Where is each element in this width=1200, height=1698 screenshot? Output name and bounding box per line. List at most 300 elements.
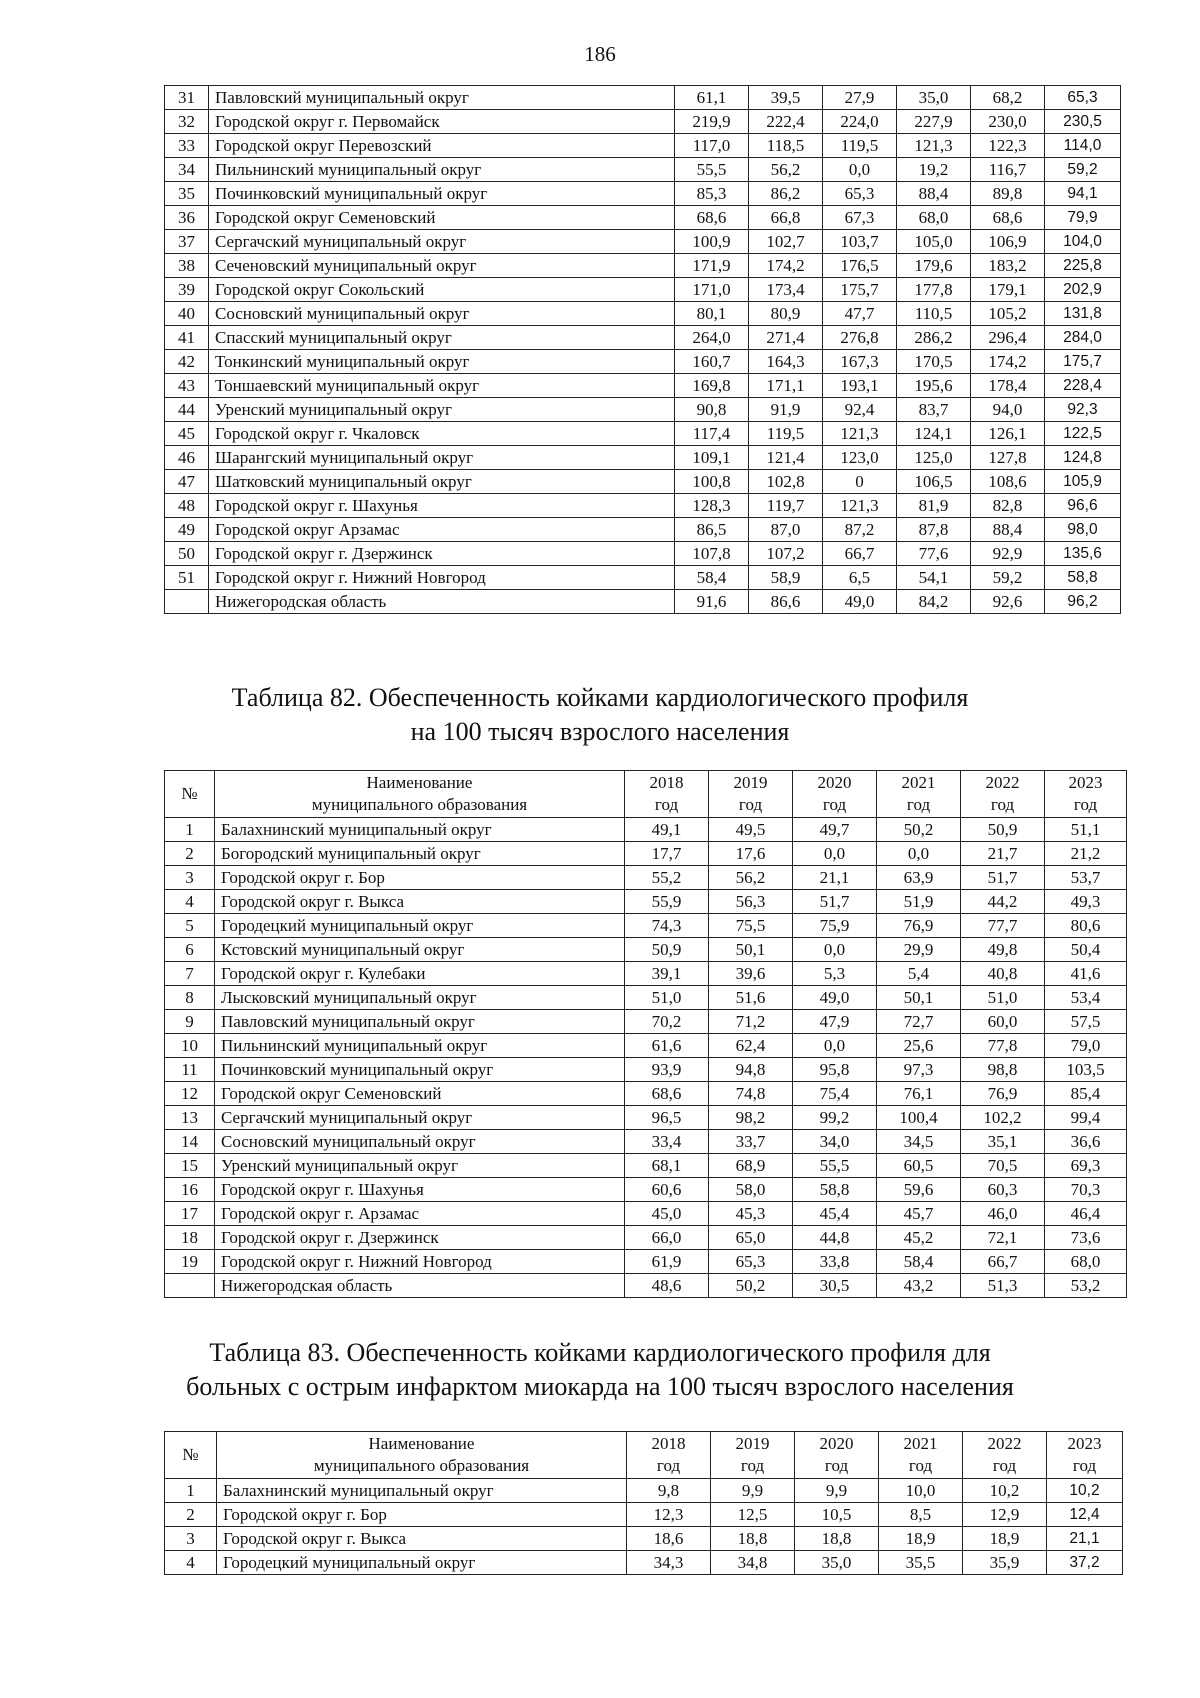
table-row: [165, 254, 1121, 278]
value-cell: 59,2: [1045, 158, 1121, 182]
table-row: [165, 1551, 1123, 1575]
value-cell: 85,4: [1045, 1082, 1127, 1106]
municipality-name: Городской округ г. Выкса: [215, 890, 625, 914]
table-row: [165, 326, 1121, 350]
value-cell: 72,1: [961, 1226, 1045, 1250]
value-cell: 0,0: [793, 842, 877, 866]
header-year-value: 2020: [819, 1434, 854, 1453]
value-cell: 227,9: [897, 110, 971, 134]
value-cell: 6,5: [823, 566, 897, 590]
value-cell: 8,5: [879, 1503, 963, 1527]
value-cell: 174,2: [971, 350, 1045, 374]
value-cell: 18,6: [627, 1527, 711, 1551]
municipality-name: Сергачский муниципальный округ: [215, 1106, 625, 1130]
value-cell: 286,2: [897, 326, 971, 350]
row-number: 17: [165, 1202, 215, 1226]
header-year-value: 2019: [735, 1434, 770, 1453]
value-cell: 99,4: [1045, 1106, 1127, 1130]
value-cell: 12,4: [1047, 1503, 1123, 1527]
value-cell: 170,5: [897, 350, 971, 374]
table-82-caption: [0, 681, 1200, 749]
value-cell: 60,3: [961, 1178, 1045, 1202]
value-cell: 47,7: [823, 302, 897, 326]
value-cell: 118,5: [749, 134, 823, 158]
value-cell: 195,6: [897, 374, 971, 398]
table-row: [165, 1527, 1123, 1551]
header-year-suffix: год: [656, 1456, 681, 1475]
municipality-name: Городской округ г. Нижний Новгород: [209, 566, 675, 590]
header-num: №: [165, 1432, 217, 1479]
row-number: 18: [165, 1226, 215, 1250]
header-year-value: 2021: [901, 773, 936, 792]
value-cell: 10,0: [879, 1479, 963, 1503]
value-cell: 60,6: [625, 1178, 709, 1202]
row-number: 42: [165, 350, 209, 374]
value-cell: 86,6: [749, 590, 823, 614]
municipality-name: Городецкий муниципальный округ: [215, 914, 625, 938]
table-82: [164, 770, 1127, 1298]
value-cell: 45,7: [877, 1202, 961, 1226]
value-cell: 45,4: [793, 1202, 877, 1226]
value-cell: 68,2: [971, 86, 1045, 110]
value-cell: 40,8: [961, 962, 1045, 986]
value-cell: 54,1: [897, 566, 971, 590]
value-cell: 55,9: [625, 890, 709, 914]
value-cell: 29,9: [877, 938, 961, 962]
value-cell: 27,9: [823, 86, 897, 110]
value-cell: 183,2: [971, 254, 1045, 278]
municipality-name: Сосновский муниципальный округ: [209, 302, 675, 326]
row-number: 15: [165, 1154, 215, 1178]
value-cell: 51,1: [1045, 818, 1127, 842]
row-number: 50: [165, 542, 209, 566]
value-cell: 219,9: [675, 110, 749, 134]
row-number: 48: [165, 494, 209, 518]
value-cell: 39,5: [749, 86, 823, 110]
municipality-name: Спасский муниципальный округ: [209, 326, 675, 350]
header-name-line2: муниципального образования: [313, 1456, 530, 1475]
table-83-header-row: [165, 1432, 1123, 1479]
value-cell: 33,7: [709, 1130, 793, 1154]
value-cell: 21,1: [1047, 1527, 1123, 1551]
value-cell: 49,1: [625, 818, 709, 842]
value-cell: 80,6: [1045, 914, 1127, 938]
value-cell: 70,3: [1045, 1178, 1127, 1202]
value-cell: 50,4: [1045, 938, 1127, 962]
value-cell: 83,7: [897, 398, 971, 422]
value-cell: 10,5: [795, 1503, 879, 1527]
municipality-name: Городской округ г. Бор: [215, 866, 625, 890]
municipality-name: Городской округ г. Арзамас: [215, 1202, 625, 1226]
value-cell: 81,9: [897, 494, 971, 518]
header-year-value: 2022: [985, 773, 1020, 792]
value-cell: 106,5: [897, 470, 971, 494]
header-year-value: 2020: [817, 773, 852, 792]
table-row: [165, 110, 1121, 134]
header-year-value: 2023: [1067, 1434, 1102, 1453]
value-cell: 100,9: [675, 230, 749, 254]
value-cell: 49,7: [793, 818, 877, 842]
municipality-name: Сергачский муниципальный округ: [209, 230, 675, 254]
value-cell: 77,6: [897, 542, 971, 566]
municipality-name: Городской округ г. Выкса: [217, 1527, 627, 1551]
value-cell: 87,2: [823, 518, 897, 542]
value-cell: 89,8: [971, 182, 1045, 206]
row-number: 19: [165, 1250, 215, 1274]
table-row: [165, 566, 1121, 590]
municipality-name: Балахнинский муниципальный округ: [215, 818, 625, 842]
row-number: 6: [165, 938, 215, 962]
row-number: 14: [165, 1130, 215, 1154]
value-cell: 58,0: [709, 1178, 793, 1202]
table-row: [165, 1274, 1127, 1298]
value-cell: 119,7: [749, 494, 823, 518]
municipality-name: Городской округ г. Шахунья: [215, 1178, 625, 1202]
value-cell: 60,0: [961, 1010, 1045, 1034]
table-row: [165, 1154, 1127, 1178]
value-cell: 77,8: [961, 1034, 1045, 1058]
value-cell: 56,3: [709, 890, 793, 914]
value-cell: 68,0: [897, 206, 971, 230]
value-cell: 91,9: [749, 398, 823, 422]
value-cell: 19,2: [897, 158, 971, 182]
value-cell: 222,4: [749, 110, 823, 134]
value-cell: 91,6: [675, 590, 749, 614]
value-cell: 225,8: [1045, 254, 1121, 278]
row-number: 16: [165, 1178, 215, 1202]
value-cell: 66,7: [823, 542, 897, 566]
row-number: 47: [165, 470, 209, 494]
value-cell: 76,9: [961, 1082, 1045, 1106]
municipality-name: Городской округ г. Бор: [217, 1503, 627, 1527]
value-cell: 55,5: [793, 1154, 877, 1178]
municipality-name: Шатковский муниципальный округ: [209, 470, 675, 494]
value-cell: 124,8: [1045, 446, 1121, 470]
municipality-name: Городской округ г. Дзержинск: [215, 1226, 625, 1250]
value-cell: 34,3: [627, 1551, 711, 1575]
value-cell: 123,0: [823, 446, 897, 470]
value-cell: 98,8: [961, 1058, 1045, 1082]
value-cell: 80,9: [749, 302, 823, 326]
value-cell: 98,2: [709, 1106, 793, 1130]
table-row: [165, 1479, 1123, 1503]
value-cell: 49,0: [793, 986, 877, 1010]
municipality-name: Пильнинский муниципальный округ: [209, 158, 675, 182]
header-year: [793, 771, 877, 818]
row-number: 45: [165, 422, 209, 446]
municipality-name: Богородский муниципальный округ: [215, 842, 625, 866]
value-cell: 94,8: [709, 1058, 793, 1082]
value-cell: 50,9: [625, 938, 709, 962]
value-cell: 45,3: [709, 1202, 793, 1226]
table-row: [165, 1178, 1127, 1202]
value-cell: 51,7: [793, 890, 877, 914]
value-cell: 17,7: [625, 842, 709, 866]
value-cell: 88,4: [897, 182, 971, 206]
municipality-name: Городской округ Арзамас: [209, 518, 675, 542]
table-row: [165, 938, 1127, 962]
value-cell: 59,6: [877, 1178, 961, 1202]
row-number: 11: [165, 1058, 215, 1082]
value-cell: 127,8: [971, 446, 1045, 470]
value-cell: 35,0: [795, 1551, 879, 1575]
value-cell: 51,9: [877, 890, 961, 914]
table-82-caption-line2: на 100 тысяч взрослого населения: [410, 717, 790, 746]
value-cell: 178,4: [971, 374, 1045, 398]
row-number: 33: [165, 134, 209, 158]
row-number: 5: [165, 914, 215, 938]
value-cell: 128,3: [675, 494, 749, 518]
value-cell: 63,9: [877, 866, 961, 890]
municipality-name: Лысковский муниципальный округ: [215, 986, 625, 1010]
row-number: 44: [165, 398, 209, 422]
value-cell: 50,9: [961, 818, 1045, 842]
row-number: 1: [165, 1479, 217, 1503]
header-year-value: 2018: [651, 1434, 686, 1453]
value-cell: 45,0: [625, 1202, 709, 1226]
value-cell: 86,5: [675, 518, 749, 542]
header-year-suffix: год: [992, 1456, 1017, 1475]
table-row: [165, 866, 1127, 890]
value-cell: 68,6: [971, 206, 1045, 230]
table-row: [165, 422, 1121, 446]
value-cell: 67,3: [823, 206, 897, 230]
table-row: [165, 374, 1121, 398]
value-cell: 65,0: [709, 1226, 793, 1250]
value-cell: 121,3: [897, 134, 971, 158]
row-number: 41: [165, 326, 209, 350]
table-83-caption: [0, 1336, 1200, 1404]
value-cell: 58,4: [877, 1250, 961, 1274]
municipality-name: Пильнинский муниципальный округ: [215, 1034, 625, 1058]
value-cell: 9,9: [795, 1479, 879, 1503]
value-cell: 57,5: [1045, 1010, 1127, 1034]
table-row: [165, 842, 1127, 866]
value-cell: 230,0: [971, 110, 1045, 134]
row-number: 8: [165, 986, 215, 1010]
value-cell: 37,2: [1047, 1551, 1123, 1575]
value-cell: 18,8: [795, 1527, 879, 1551]
value-cell: 12,9: [963, 1503, 1047, 1527]
value-cell: 25,6: [877, 1034, 961, 1058]
table-83-caption-line1: Таблица 83. Обеспеченность койками кардиологического профиля для: [209, 1338, 991, 1367]
value-cell: 21,1: [793, 866, 877, 890]
value-cell: 276,8: [823, 326, 897, 350]
row-number: 2: [165, 1503, 217, 1527]
value-cell: 44,8: [793, 1226, 877, 1250]
value-cell: 92,3: [1045, 398, 1121, 422]
value-cell: 33,4: [625, 1130, 709, 1154]
value-cell: 5,3: [793, 962, 877, 986]
value-cell: 56,2: [709, 866, 793, 890]
value-cell: 75,5: [709, 914, 793, 938]
row-number: 49: [165, 518, 209, 542]
row-number: 39: [165, 278, 209, 302]
value-cell: 56,2: [749, 158, 823, 182]
value-cell: 71,2: [709, 1010, 793, 1034]
value-cell: 51,7: [961, 866, 1045, 890]
value-cell: 61,6: [625, 1034, 709, 1058]
value-cell: 58,9: [749, 566, 823, 590]
header-year-suffix: год: [1072, 1456, 1097, 1475]
row-number: 7: [165, 962, 215, 986]
value-cell: 105,9: [1045, 470, 1121, 494]
value-cell: 121,4: [749, 446, 823, 470]
header-year-value: 2018: [649, 773, 684, 792]
row-number: [165, 1274, 215, 1298]
value-cell: 105,0: [897, 230, 971, 254]
value-cell: 164,3: [749, 350, 823, 374]
value-cell: 171,0: [675, 278, 749, 302]
value-cell: 53,2: [1045, 1274, 1127, 1298]
municipality-name: Балахнинский муниципальный округ: [217, 1479, 627, 1503]
value-cell: 60,5: [877, 1154, 961, 1178]
table-81-continued: [164, 85, 1121, 614]
value-cell: 95,8: [793, 1058, 877, 1082]
value-cell: 107,2: [749, 542, 823, 566]
value-cell: 59,2: [971, 566, 1045, 590]
value-cell: 108,6: [971, 470, 1045, 494]
value-cell: 70,2: [625, 1010, 709, 1034]
table-row: [165, 818, 1127, 842]
table-row: [165, 986, 1127, 1010]
value-cell: 10,2: [963, 1479, 1047, 1503]
value-cell: 35,0: [897, 86, 971, 110]
row-number: 13: [165, 1106, 215, 1130]
value-cell: 44,2: [961, 890, 1045, 914]
value-cell: 87,0: [749, 518, 823, 542]
header-year: [795, 1432, 879, 1479]
table-row: [165, 590, 1121, 614]
header-year-value: 2021: [903, 1434, 938, 1453]
value-cell: 90,8: [675, 398, 749, 422]
table-row: [165, 1010, 1127, 1034]
value-cell: 224,0: [823, 110, 897, 134]
value-cell: 0,0: [793, 938, 877, 962]
value-cell: 84,2: [897, 590, 971, 614]
header-year: [709, 771, 793, 818]
municipality-name: Павловский муниципальный округ: [209, 86, 675, 110]
value-cell: 65,3: [823, 182, 897, 206]
value-cell: 202,9: [1045, 278, 1121, 302]
value-cell: 296,4: [971, 326, 1045, 350]
table-83-caption-line2: больных с острым инфарктом миокарда на 100 тысяч взрослого населения: [186, 1372, 1014, 1401]
value-cell: 65,3: [1045, 86, 1121, 110]
value-cell: 99,2: [793, 1106, 877, 1130]
row-number: 38: [165, 254, 209, 278]
municipality-name: Нижегородская область: [215, 1274, 625, 1298]
value-cell: 102,8: [749, 470, 823, 494]
municipality-name: Тоншаевский муниципальный округ: [209, 374, 675, 398]
table-81-body: [165, 86, 1121, 614]
table-row: [165, 158, 1121, 182]
table-row: [165, 1106, 1127, 1130]
value-cell: 51,0: [625, 986, 709, 1010]
value-cell: 68,1: [625, 1154, 709, 1178]
value-cell: 100,4: [877, 1106, 961, 1130]
table-row: [165, 1082, 1127, 1106]
value-cell: 96,2: [1045, 590, 1121, 614]
header-year-suffix: год: [740, 1456, 765, 1475]
value-cell: 135,6: [1045, 542, 1121, 566]
value-cell: 126,1: [971, 422, 1045, 446]
value-cell: 53,7: [1045, 866, 1127, 890]
row-number: 31: [165, 86, 209, 110]
value-cell: 74,8: [709, 1082, 793, 1106]
value-cell: 9,8: [627, 1479, 711, 1503]
value-cell: 21,2: [1045, 842, 1127, 866]
value-cell: 117,4: [675, 422, 749, 446]
header-name: [215, 771, 625, 818]
value-cell: 169,8: [675, 374, 749, 398]
value-cell: 102,2: [961, 1106, 1045, 1130]
municipality-name: Кстовский муниципальный округ: [215, 938, 625, 962]
value-cell: 107,8: [675, 542, 749, 566]
header-name-line1: Наименование: [368, 1434, 475, 1453]
value-cell: 173,4: [749, 278, 823, 302]
row-number: 32: [165, 110, 209, 134]
municipality-name: Тонкинский муниципальный округ: [209, 350, 675, 374]
value-cell: 82,8: [971, 494, 1045, 518]
row-number: 3: [165, 1527, 217, 1551]
value-cell: 171,1: [749, 374, 823, 398]
value-cell: 97,3: [877, 1058, 961, 1082]
value-cell: 35,1: [961, 1130, 1045, 1154]
value-cell: 66,7: [961, 1250, 1045, 1274]
row-number: 36: [165, 206, 209, 230]
value-cell: 43,2: [877, 1274, 961, 1298]
value-cell: 179,6: [897, 254, 971, 278]
table-82-body: [165, 818, 1127, 1298]
value-cell: 18,9: [879, 1527, 963, 1551]
value-cell: 175,7: [1045, 350, 1121, 374]
value-cell: 12,5: [711, 1503, 795, 1527]
header-year-suffix: год: [1073, 795, 1098, 814]
value-cell: 121,3: [823, 494, 897, 518]
value-cell: 105,2: [971, 302, 1045, 326]
header-year: [711, 1432, 795, 1479]
value-cell: 9,9: [711, 1479, 795, 1503]
municipality-name: Городской округ г. Кулебаки: [215, 962, 625, 986]
value-cell: 66,8: [749, 206, 823, 230]
value-cell: 33,8: [793, 1250, 877, 1274]
header-year-value: 2023: [1068, 773, 1103, 792]
value-cell: 114,0: [1045, 134, 1121, 158]
value-cell: 102,7: [749, 230, 823, 254]
value-cell: 122,3: [971, 134, 1045, 158]
value-cell: 106,9: [971, 230, 1045, 254]
table-row: [165, 1130, 1127, 1154]
table-row: [165, 1503, 1123, 1527]
row-number: 40: [165, 302, 209, 326]
value-cell: 68,0: [1045, 1250, 1127, 1274]
value-cell: 122,5: [1045, 422, 1121, 446]
value-cell: 49,8: [961, 938, 1045, 962]
value-cell: 92,9: [971, 542, 1045, 566]
row-number: 43: [165, 374, 209, 398]
value-cell: 49,3: [1045, 890, 1127, 914]
value-cell: 96,6: [1045, 494, 1121, 518]
row-number: 2: [165, 842, 215, 866]
value-cell: 39,1: [625, 962, 709, 986]
table-row: [165, 494, 1121, 518]
value-cell: 62,4: [709, 1034, 793, 1058]
value-cell: 76,9: [877, 914, 961, 938]
table-row: [165, 230, 1121, 254]
value-cell: 103,7: [823, 230, 897, 254]
row-number: [165, 590, 209, 614]
value-cell: 176,5: [823, 254, 897, 278]
